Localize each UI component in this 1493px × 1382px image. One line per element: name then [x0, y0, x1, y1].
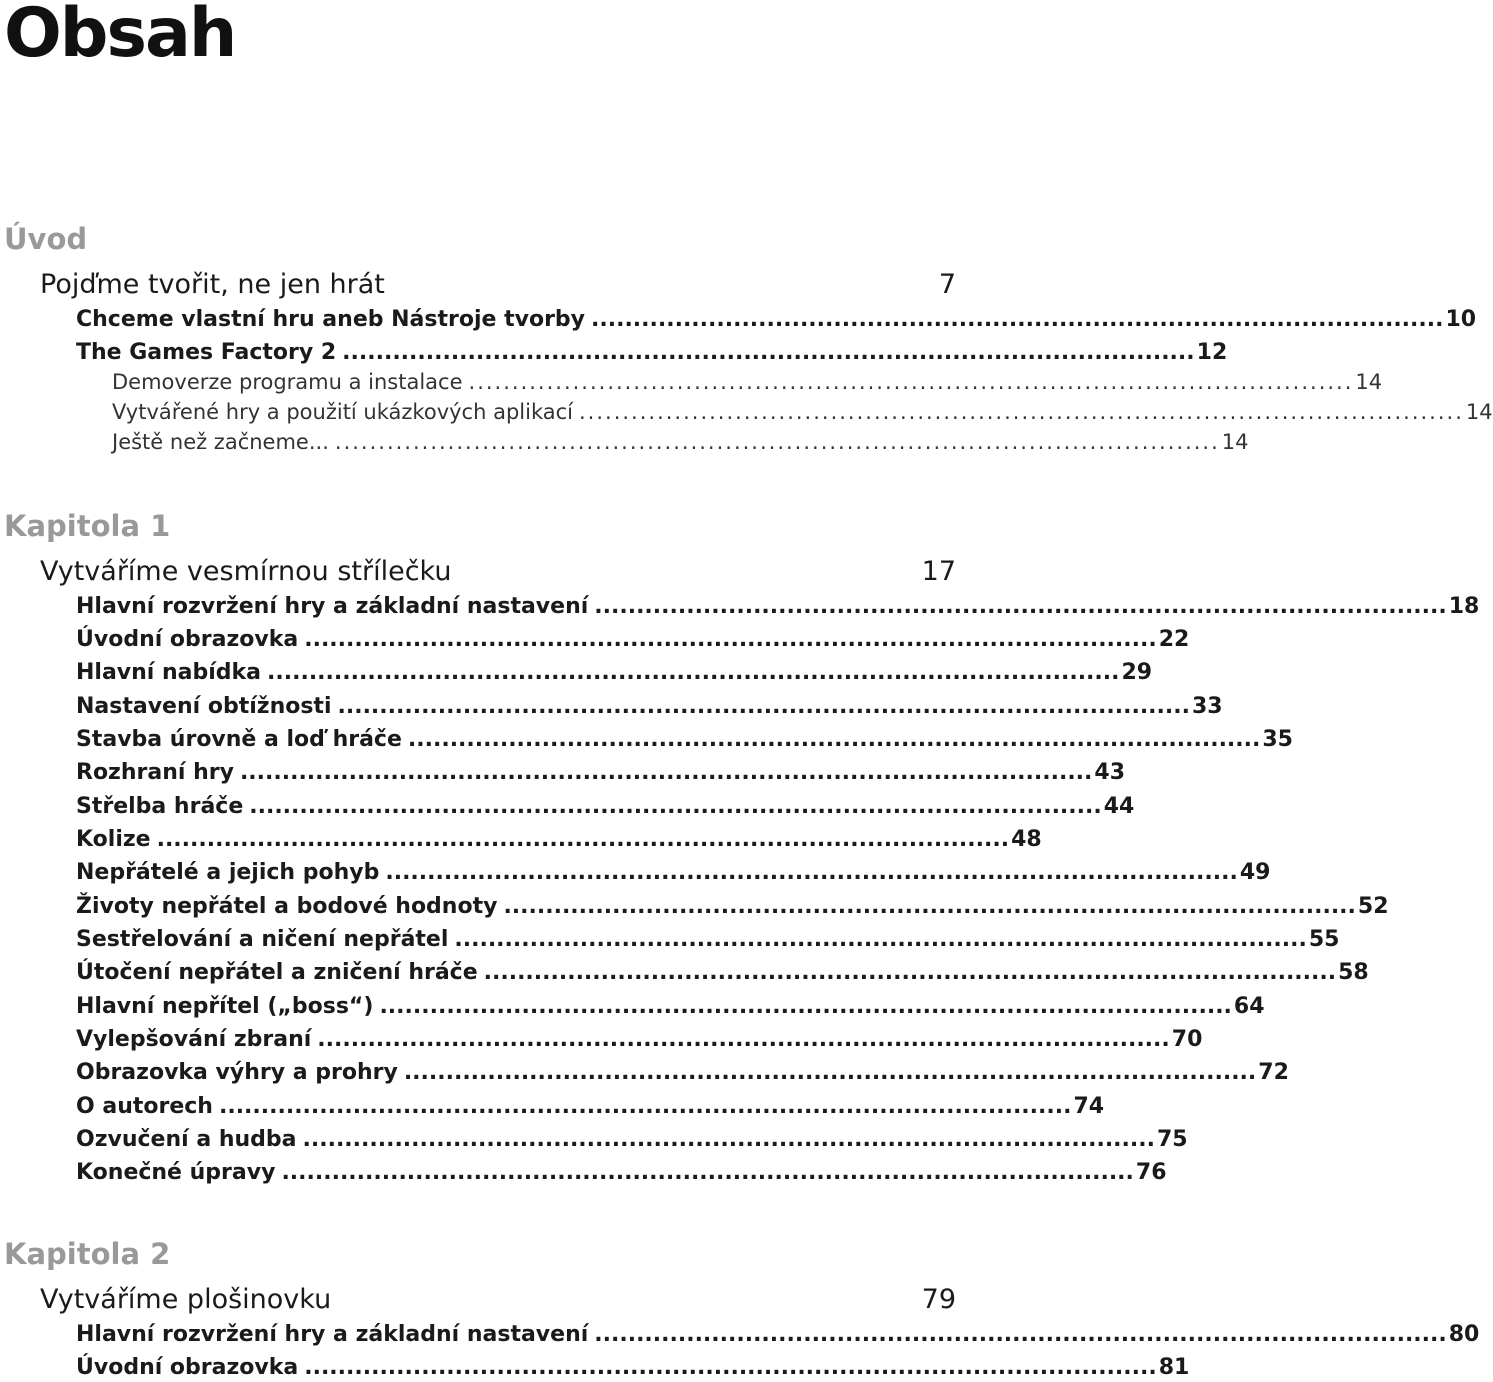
dot-leader: ...................................................................................................... — [281, 1160, 1134, 1185]
entry-page: 35 — [1262, 727, 1293, 752]
chapter-title: Pojďme tvořit, ne jen hrát — [40, 269, 385, 300]
toc-entry[interactable] — [76, 1026, 1203, 1054]
entry-title: Životy nepřátel a bodové hodnoty — [76, 894, 498, 919]
entry-page: 14 — [1355, 370, 1383, 394]
entry-page: 58 — [1338, 960, 1369, 985]
dot-leader: ...................................................................................................... — [594, 1322, 1447, 1347]
entry-page: 43 — [1094, 760, 1126, 785]
entry-title: Kolize — [76, 827, 151, 852]
entry-page: 80 — [1448, 1322, 1480, 1347]
entry-title: Úvodní obrazovka — [76, 627, 299, 652]
chapter-page: 17 — [921, 556, 956, 587]
dot-leader: ...................................................................................................... — [304, 627, 1157, 652]
entry-title: O autorech — [76, 1094, 213, 1119]
entry-title: Úvodní obrazovka — [76, 1355, 299, 1380]
toc-entry[interactable] — [76, 826, 1042, 854]
dot-leader: ...................................................................................................... — [379, 994, 1232, 1019]
dot-leader: ...................................................................................................... — [239, 760, 1093, 785]
toc-entry[interactable] — [76, 959, 1369, 987]
entry-page: 22 — [1158, 627, 1190, 652]
section-label: Kapitola 1 — [4, 509, 171, 543]
toc-entry[interactable] — [76, 726, 1293, 754]
entry-page: 29 — [1121, 660, 1153, 685]
entry-page: 72 — [1258, 1060, 1289, 1085]
entry-page: 12 — [1196, 340, 1228, 365]
entry-page: 55 — [1308, 927, 1340, 952]
entry-title: Hlavní rozvržení hry a základní nastavení — [76, 594, 589, 619]
entry-page: 14 — [1465, 400, 1493, 424]
toc-subentry[interactable] — [112, 398, 1493, 426]
entry-title: Útočení nepřátel a zničení hráče — [76, 960, 478, 985]
toc-entry[interactable] — [76, 759, 1126, 787]
dot-leader: ...................................................................................................... — [337, 694, 1190, 719]
toc-entry[interactable] — [76, 593, 1480, 621]
toc-entry[interactable] — [76, 893, 1389, 921]
entry-title: Obrazovka výhry a prohry — [76, 1060, 398, 1085]
dot-leader: ...................................................................................................... — [483, 960, 1337, 985]
dot-leader: ...................................................................................................... — [454, 927, 1307, 952]
entry-page: 48 — [1011, 827, 1042, 852]
entry-page: 76 — [1135, 1160, 1167, 1185]
chapter-title: Vytváříme plošinovku — [40, 1284, 332, 1315]
chapter-heading[interactable] — [40, 1283, 956, 1317]
entry-page: 33 — [1191, 694, 1223, 719]
entry-page: 14 — [1221, 430, 1249, 454]
dot-leader: ...................................................................................................... — [218, 1094, 1072, 1119]
entry-page: 64 — [1233, 994, 1265, 1019]
entry-title: Stavba úrovně a loď hráče — [76, 727, 402, 752]
entry-title: Nepřátelé a jejich pohyb — [76, 860, 380, 885]
dot-leader: ...................................................................................................... — [304, 1355, 1157, 1380]
toc-entry[interactable] — [76, 1159, 1167, 1187]
entry-title: Rozhraní hry — [76, 760, 234, 785]
entry-title: Střelba hráče — [76, 794, 244, 819]
entry-title: Sestřelování a ničení nepřátel — [76, 927, 449, 952]
entry-title: Vytvářené hry a použití ukázkových aplikací — [112, 400, 573, 424]
dot-leader: ...................................................................................................... — [403, 1060, 1257, 1085]
entry-title: Hlavní rozvržení hry a základní nastavení — [76, 1322, 589, 1347]
toc-entry[interactable] — [76, 1059, 1289, 1087]
toc-entry[interactable] — [76, 1126, 1188, 1154]
entry-page: 10 — [1445, 307, 1477, 332]
entry-title: Demoverze programu a instalace — [112, 370, 463, 394]
toc-entry[interactable] — [76, 339, 1228, 367]
toc-subentry[interactable] — [112, 368, 1383, 396]
entry-title: Vylepšování zbraní — [76, 1027, 312, 1052]
entry-page: 74 — [1073, 1094, 1105, 1119]
dot-leader: ...................................................................................................... — [317, 1027, 1170, 1052]
toc-entry[interactable] — [76, 306, 1477, 334]
toc-subentry[interactable] — [112, 428, 1249, 456]
dot-leader: ...................................................................................................... — [407, 727, 1261, 752]
dot-leader: ...................................................................................................... — [249, 794, 1102, 819]
entry-page: 52 — [1357, 894, 1389, 919]
entry-title: Konečné úpravy — [76, 1160, 276, 1185]
dot-leader: ...................................................................................................... — [503, 894, 1356, 919]
chapter-heading[interactable] — [40, 268, 956, 302]
toc-entry[interactable] — [76, 626, 1190, 654]
dot-leader: ...................................................................................................... — [156, 827, 1010, 852]
dot-leader: ...................................................................................................... — [385, 860, 1238, 885]
section-label: Úvod — [4, 222, 88, 256]
dot-leader: ...................................................................................................... — [302, 1127, 1155, 1152]
chapter-heading[interactable] — [40, 555, 956, 589]
dot-leader: ...................................................................................................... — [342, 340, 1195, 365]
entry-title: Ještě než začneme... — [112, 430, 329, 454]
dot-leader: ...................................................................................................... — [334, 430, 1220, 454]
entry-title: Ozvučení a hudba — [76, 1127, 297, 1152]
toc-entry[interactable] — [76, 793, 1135, 821]
chapter-page: 79 — [921, 1284, 956, 1315]
entry-page: 81 — [1158, 1355, 1190, 1380]
entry-title: The Games Factory 2 — [76, 340, 337, 365]
entry-title: Chceme vlastní hru aneb Nástroje tvorby — [76, 307, 586, 332]
dot-leader: ...................................................................................................... — [579, 400, 1464, 424]
chapter-title: Vytváříme vesmírnou střílečku — [40, 556, 452, 587]
entry-title: Hlavní nepřítel („boss“) — [76, 994, 374, 1019]
dot-leader: ...................................................................................................... — [591, 307, 1444, 332]
entry-page: 75 — [1156, 1127, 1188, 1152]
toc-entry[interactable] — [76, 859, 1271, 887]
entry-title: Hlavní nabídka — [76, 660, 262, 685]
toc-entry[interactable] — [76, 1093, 1105, 1121]
entry-page: 49 — [1239, 860, 1271, 885]
dot-leader: ...................................................................................................... — [594, 594, 1447, 619]
toc-entry[interactable] — [76, 1354, 1190, 1382]
toc-entry[interactable] — [76, 693, 1223, 721]
page-title: Obsah — [4, 0, 236, 73]
toc-entry[interactable] — [76, 1321, 1480, 1349]
entry-title: Nastavení obtížnosti — [76, 694, 332, 719]
chapter-page: 7 — [938, 269, 956, 300]
toc-entry[interactable] — [76, 659, 1153, 687]
entry-page: 44 — [1103, 794, 1135, 819]
dot-leader: ...................................................................................................... — [267, 660, 1120, 685]
entry-page: 70 — [1171, 1027, 1203, 1052]
toc-entry[interactable] — [76, 993, 1265, 1021]
section-label: Kapitola 2 — [4, 1237, 171, 1271]
toc-entry[interactable] — [76, 926, 1340, 954]
entry-page: 18 — [1448, 594, 1480, 619]
dot-leader: ...................................................................................................... — [468, 370, 1354, 394]
